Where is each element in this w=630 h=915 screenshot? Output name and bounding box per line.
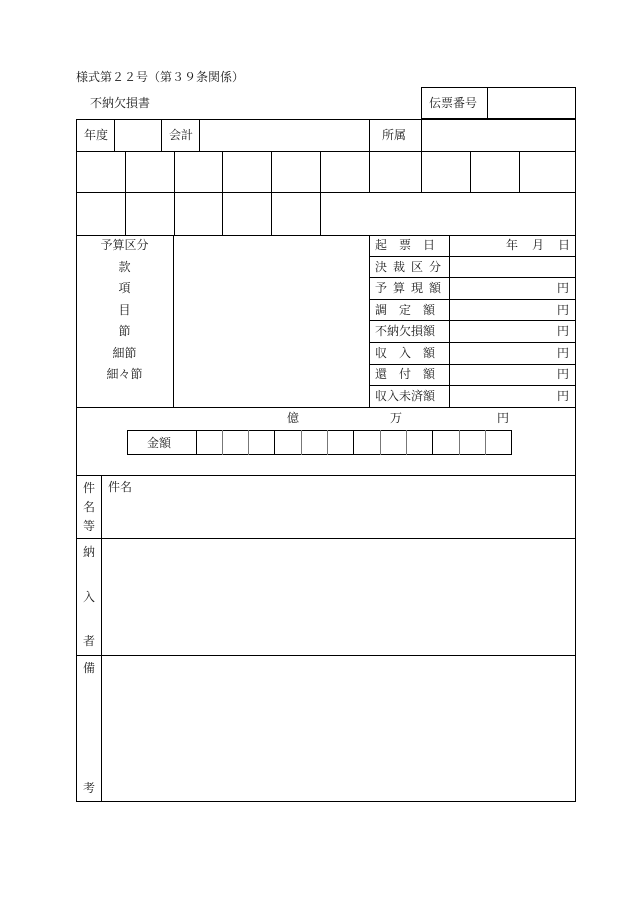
- yen-unit: 円: [557, 346, 570, 360]
- code-cell-divider: [125, 151, 126, 192]
- voucher-divider: [487, 87, 488, 119]
- form-number-label: 様式第２２号（第３９条関係）: [76, 70, 245, 84]
- remarks-side-char: 考: [83, 781, 96, 795]
- yen-unit: 円: [557, 303, 570, 317]
- budget-row-line: [369, 299, 576, 300]
- code-cell-divider: [369, 151, 370, 192]
- code-cell-divider: [519, 151, 520, 192]
- amount-label: 金額: [147, 436, 172, 450]
- yen-unit: 円: [557, 367, 570, 381]
- draft-date-input[interactable]: [450, 236, 575, 256]
- day-unit: 日: [558, 238, 571, 252]
- saisaisetsu-label: 細々節: [106, 367, 143, 381]
- code-cell-divider: [222, 151, 223, 192]
- remarks-input[interactable]: [102, 656, 575, 801]
- account-label: 会計: [169, 128, 194, 142]
- row1-divider: [161, 119, 162, 151]
- oku-unit: 億: [287, 411, 300, 425]
- saisetsu-label: 細節: [112, 346, 137, 360]
- assessed-amount-label: 調 定 額: [375, 303, 436, 317]
- subject-side-char: 件: [83, 481, 96, 495]
- deficit-loss-label: 不納欠損額: [375, 324, 436, 338]
- voucher-number-label: 伝票番号: [429, 96, 478, 110]
- code-cell-divider: [470, 151, 471, 192]
- payer-side-char: 者: [83, 634, 96, 648]
- code-cell-divider: [421, 151, 422, 192]
- subject-label: 件名: [108, 480, 133, 494]
- outstanding-amount-label: 収入未済額: [375, 389, 436, 403]
- payer-side-char: 入: [83, 590, 96, 604]
- amount-yen-unit: 円: [497, 411, 510, 425]
- month-unit: 月: [532, 238, 545, 252]
- payer-side-char: 納: [83, 545, 96, 559]
- budget-current-label: 予算現額: [375, 281, 448, 295]
- man-unit: 万: [390, 411, 403, 425]
- subject-side-char: 名: [83, 500, 96, 514]
- department-label: 所属: [382, 128, 407, 142]
- department-input[interactable]: [422, 120, 575, 150]
- fiscal-year-label: 年度: [84, 128, 109, 142]
- code-cell-divider: [320, 192, 321, 235]
- budget-row-line: [369, 277, 576, 278]
- kou-label: 項: [118, 281, 131, 295]
- row1-divider: [369, 119, 370, 151]
- kan-label: 款: [118, 260, 131, 274]
- setsu-label: 節: [118, 324, 131, 338]
- budget-row-line: [369, 364, 576, 365]
- year-unit: 年: [506, 238, 519, 252]
- subject-side-char: 等: [83, 519, 96, 533]
- budget-divider: [369, 235, 370, 407]
- code-cell-divider: [271, 151, 272, 192]
- code-cell-divider: [222, 192, 223, 235]
- budget-section-bottom-line: [76, 407, 576, 408]
- code-cell-divider: [271, 192, 272, 235]
- refunded-amount-label: 還 付 額: [375, 367, 436, 381]
- moku-label: 目: [118, 303, 131, 317]
- decision-category-input[interactable]: [450, 257, 575, 277]
- yen-unit: 円: [557, 281, 570, 295]
- code-cell-divider: [174, 151, 175, 192]
- decision-category-label: 決裁区分: [375, 260, 448, 274]
- budget-category-input[interactable]: [174, 236, 368, 406]
- payer-input[interactable]: [102, 539, 575, 654]
- amount-input[interactable]: [197, 431, 511, 454]
- remarks-side-char: 備: [83, 661, 96, 675]
- budget-category-label: 予算区分: [100, 238, 149, 252]
- form-title: 不納欠損書: [90, 96, 151, 110]
- code-cell-divider: [320, 151, 321, 192]
- draft-date-label: 起 票 日: [375, 238, 436, 252]
- yen-unit: 円: [557, 389, 570, 403]
- budget-row-line: [369, 320, 576, 321]
- row1-bottom-line: [76, 151, 576, 152]
- account-input[interactable]: [200, 120, 368, 150]
- budget-row-line: [369, 342, 576, 343]
- row2-bottom-line: [76, 192, 576, 193]
- subject-input[interactable]: [102, 476, 575, 537]
- code-cell-divider: [174, 192, 175, 235]
- budget-row-line: [369, 385, 576, 386]
- received-amount-label: 収 入 額: [375, 346, 436, 360]
- fiscal-year-input[interactable]: [115, 120, 160, 150]
- code-cell-divider: [125, 192, 126, 235]
- yen-unit: 円: [557, 324, 570, 338]
